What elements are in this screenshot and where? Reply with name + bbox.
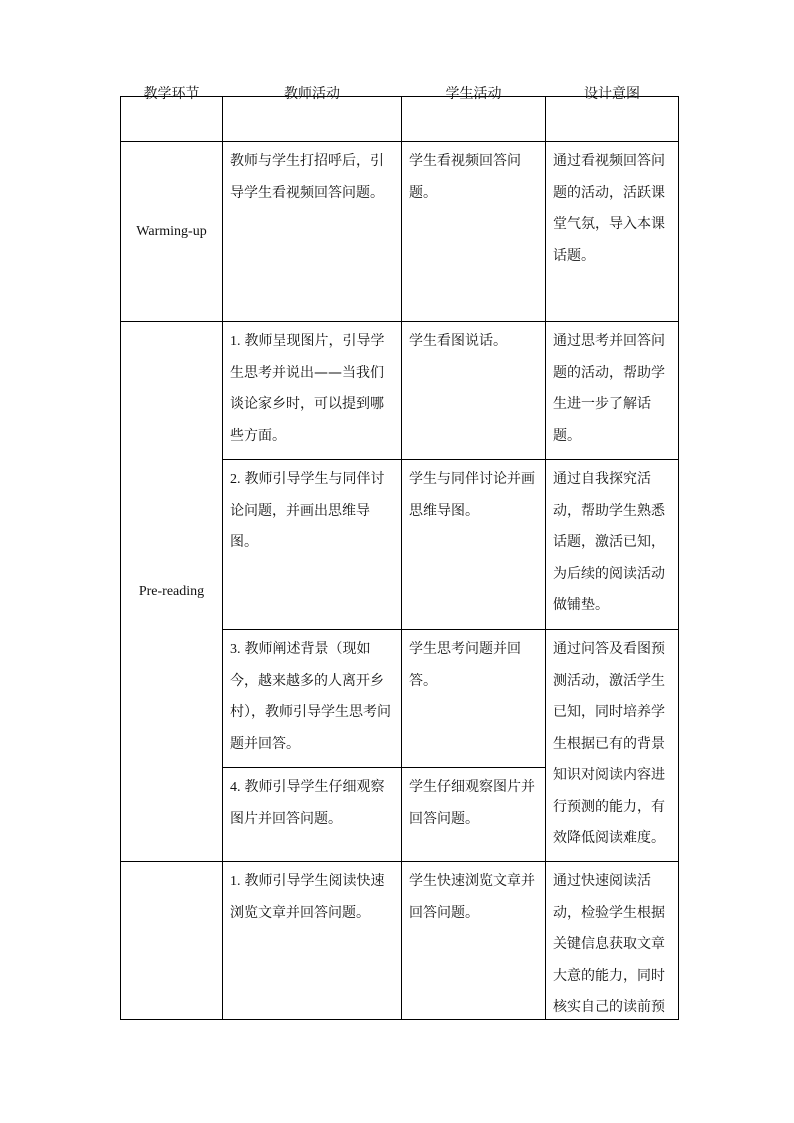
table-row bbox=[121, 862, 679, 1020]
design-purpose-cell: 通过看视频回答问题的活动，活跃课堂气氛，导入本课话题。 bbox=[546, 142, 679, 322]
student-activity-cell: 学生仔细观察图片并回答问题。 bbox=[402, 768, 546, 862]
table-row bbox=[121, 142, 679, 322]
stage-cell-next bbox=[121, 862, 223, 1020]
header-cell-purpose: 设计意图 bbox=[546, 97, 679, 142]
student-activity-cell: 学生看视频回答问题。 bbox=[402, 142, 546, 322]
stage-cell-warming-up: Warming-up bbox=[121, 142, 223, 322]
design-purpose-cell: 通过问答及看图预测活动，激活学生已知，同时培养学生根据已有的背景知识对阅读内容进行预测的能力，有效降低阅读难度。 bbox=[546, 630, 679, 862]
table-row bbox=[121, 322, 679, 460]
header-row bbox=[121, 97, 679, 142]
clipped-text-wrap: 通过快速阅读活动，检验学生根据关键信息获取文章大意的能力，同时核实自己的读前预 bbox=[553, 873, 665, 1015]
student-activity-cell: 学生与同伴讨论并画思维导图。 bbox=[402, 460, 546, 630]
teacher-activity-cell: 1. 教师呈现图片，引导学生思考并说出——当我们谈论家乡时，可以提到哪些方面。 bbox=[223, 322, 402, 460]
teacher-activity-cell: 3. 教师阐述背景（现如今，越来越多的人离开乡村），教师引导学生思考问题并回答。 bbox=[223, 630, 402, 768]
teacher-activity-cell: 1. 教师引导学生阅读快速浏览文章并回答问题。 bbox=[223, 862, 402, 1020]
design-purpose-cell: 通过自我探究活动，帮助学生熟悉话题，激活已知，为后续的阅读活动做铺垫。 bbox=[546, 460, 679, 630]
design-purpose-cell bbox=[546, 862, 679, 1020]
stage-cell-pre-reading: Pre-reading bbox=[121, 322, 223, 862]
lesson-plan-table bbox=[120, 86, 679, 1020]
design-purpose-cell: 通过思考并回答问题的活动，帮助学生进一步了解话题。 bbox=[546, 322, 679, 460]
teacher-activity-cell: 2. 教师引导学生与同伴讨论问题，并画出思维导图。 bbox=[223, 460, 402, 630]
student-activity-cell: 学生思考问题并回答。 bbox=[402, 630, 546, 768]
student-activity-cell: 学生看图说话。 bbox=[402, 322, 546, 460]
teacher-activity-cell: 4. 教师引导学生仔细观察图片并回答问题。 bbox=[223, 768, 402, 862]
header-cell-teacher: 教师活动 bbox=[223, 97, 402, 142]
teacher-activity-cell: 教师与学生打招呼后，引导学生看视频回答问题。 bbox=[223, 142, 402, 322]
student-activity-cell: 学生快速浏览文章并回答问题。 bbox=[402, 862, 546, 1020]
header-cell-student: 学生活动 bbox=[402, 97, 546, 142]
header-cell-stage: 教学环节 bbox=[121, 97, 223, 142]
